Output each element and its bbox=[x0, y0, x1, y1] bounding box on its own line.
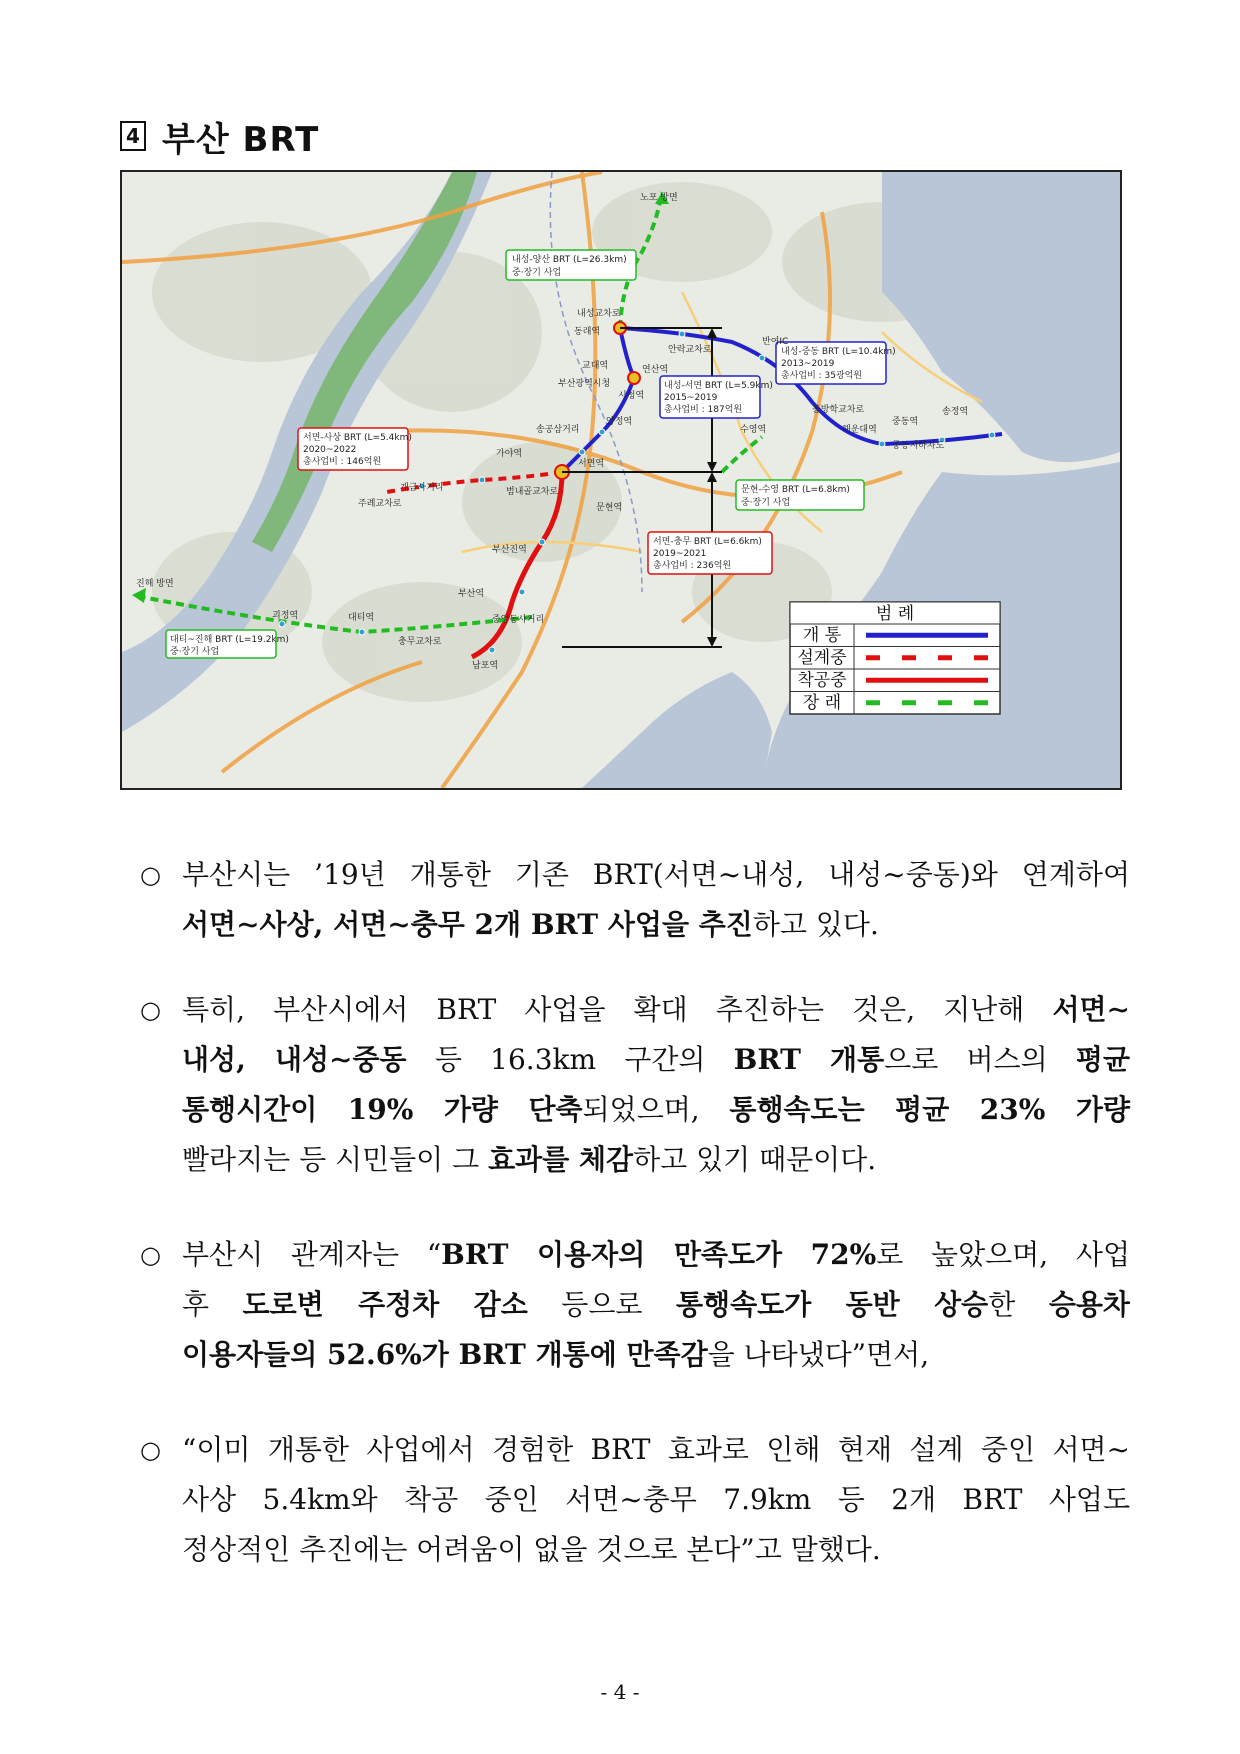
station-banyeo: 반여IC bbox=[762, 337, 789, 347]
paragraph-line bbox=[182, 850, 1130, 900]
station-seomyeon: 서면역 bbox=[578, 459, 605, 469]
callout-north-sub: 중·장기 사업 bbox=[512, 268, 562, 278]
callout-suyeong-sub: 중·장기 사업 bbox=[741, 498, 791, 508]
station-dongbang: 동방학교차로 bbox=[812, 405, 865, 415]
text-run: 후 bbox=[182, 1288, 243, 1321]
bullet-marker: ○ bbox=[140, 861, 161, 889]
callout-suyeong bbox=[736, 480, 864, 510]
paragraph bbox=[140, 1425, 1130, 1575]
callout-jungdong-title: 내성-중동 BRT (L=10.4km) bbox=[781, 347, 896, 357]
paragraph bbox=[140, 985, 1130, 1185]
paragraph-line bbox=[182, 1085, 1130, 1135]
callout-sasang-cost: 총사업비 : 146억원 bbox=[303, 457, 382, 467]
paragraph-line bbox=[182, 900, 1130, 950]
bold-text: 승용차 bbox=[1048, 1288, 1130, 1321]
callout-naeseong-title: 내성-서면 BRT (L=5.9km) bbox=[664, 381, 773, 391]
text-run: 빨라지는 등 시민들이 그 bbox=[182, 1143, 489, 1176]
bold-text: 통행시간이 19% 가량 단축 bbox=[182, 1093, 583, 1126]
bold-text: 효과를 체감 bbox=[488, 1143, 634, 1176]
text-run: 사상 5.4km와 착공 중인 서면∼충무 7.9km 등 2개 BRT 사업도 bbox=[182, 1483, 1130, 1516]
callout-chungmu-cost: 총사업비 : 236억원 bbox=[653, 561, 732, 571]
section-title: 부산 BRT bbox=[162, 119, 320, 160]
legend-label: 개 통 bbox=[802, 625, 842, 646]
text-run: 부산시 관계자는 “ bbox=[182, 1238, 442, 1271]
bold-text: 통행속도는 평균 23% 가량 bbox=[729, 1093, 1130, 1126]
callout-naeseong-cost: 총사업비 : 187억원 bbox=[664, 405, 743, 415]
station-anrak: 안락교차로 bbox=[668, 345, 712, 355]
bold-text: 평균 bbox=[1075, 1043, 1131, 1076]
station-songjeong: 송정역 bbox=[942, 407, 969, 417]
legend-label: 설계중 bbox=[797, 648, 847, 668]
bold-text: BRT 이용자의 만족도가 72% bbox=[441, 1238, 877, 1271]
bold-text: 이용자들의 52.6%가 BRT 개통에 만족감 bbox=[182, 1338, 708, 1371]
callout-chungmu bbox=[648, 532, 772, 574]
paragraph-line bbox=[182, 1330, 1130, 1380]
paragraph-line bbox=[182, 1230, 1130, 1280]
bold-text: 서면∼ bbox=[1052, 993, 1130, 1026]
page-number: - 4 - bbox=[600, 1680, 640, 1704]
paragraph-line bbox=[182, 1525, 1130, 1575]
station-suyeong: 수영역 bbox=[740, 425, 767, 435]
station-gaya: 가야역 bbox=[496, 449, 523, 459]
station-jungdong: 중동역 bbox=[892, 417, 919, 427]
text-run: 을 나타냈다”면서, bbox=[707, 1338, 930, 1371]
station-city-hall: 시청역 bbox=[618, 391, 645, 401]
station-yangjeong: 양정역 bbox=[606, 417, 633, 427]
bold-text: 통행속도가 동반 상승 bbox=[676, 1288, 989, 1321]
bullet-marker: ○ bbox=[140, 1436, 161, 1464]
callout-jinhae bbox=[166, 630, 289, 658]
text-run: 등 16.3km 구간의 bbox=[406, 1043, 734, 1076]
callout-sasang-title: 서면-사상 BRT (L=5.4km) bbox=[303, 433, 412, 443]
station-yeonsan: 연산역 bbox=[642, 365, 669, 375]
station-gaegeum: 개금사거리 bbox=[400, 483, 444, 493]
bold-text: 도로변 주정차 감소 bbox=[242, 1288, 528, 1321]
paragraph bbox=[140, 850, 1130, 950]
callout-naeseong bbox=[660, 376, 773, 418]
station-chungmu-ic: 충무교차로 bbox=[398, 637, 442, 647]
station-daeti: 대티역 bbox=[348, 613, 375, 623]
paragraph bbox=[140, 1230, 1130, 1380]
callout-chungmu-title: 서면-충무 BRT (L=6.6km) bbox=[653, 537, 762, 547]
station-jungsaeng: 중동지하차도 bbox=[892, 441, 945, 451]
text-run: 으로 버스의 bbox=[884, 1043, 1076, 1076]
station-city-hall-stn: 부산광역시청 bbox=[558, 379, 611, 389]
legend-label: 장 래 bbox=[802, 693, 842, 713]
callout-chungmu-years: 2019~2021 bbox=[653, 549, 707, 559]
station-gyodae: 교대역 bbox=[582, 361, 609, 371]
station-jungang: 중앙동사거리 bbox=[492, 615, 545, 625]
text-run: 되었으며, bbox=[582, 1093, 730, 1126]
station-songgong: 송공삼거리 bbox=[536, 425, 580, 435]
legend-label: 착공중 bbox=[797, 670, 847, 691]
map-legend bbox=[790, 602, 1000, 714]
callout-sasang-years: 2020~2022 bbox=[303, 445, 357, 455]
station-haeundae: 해운대역 bbox=[842, 425, 877, 435]
paragraph-line bbox=[182, 1280, 1130, 1330]
callout-jungdong-cost: 총사업비 : 35광억원 bbox=[781, 371, 863, 381]
station-munhyeon: 문현역 bbox=[596, 503, 623, 513]
bold-text: 내성, 내성∼중동 bbox=[182, 1043, 407, 1076]
callout-north-title: 내성-양산 BRT (L=26.3km) bbox=[512, 255, 627, 265]
callout-nojo: 노포 방면 bbox=[640, 193, 678, 203]
text-run: 로 높았으며, 사업 bbox=[876, 1238, 1130, 1271]
callout-jinhae-title: 대티~진해 BRT (L=19.2km) bbox=[170, 635, 289, 645]
bullet-marker: ○ bbox=[140, 1241, 161, 1269]
callout-jungdong bbox=[776, 342, 896, 384]
paragraph-line bbox=[182, 1035, 1130, 1085]
section-number: 4 bbox=[120, 121, 146, 151]
text-run: 정상적인 추진에는 어려움이 없을 것으로 본다”고 말했다. bbox=[182, 1533, 881, 1566]
text-run: 하고 있기 때문이다. bbox=[633, 1143, 877, 1176]
station-dongnae: 동래역 bbox=[574, 327, 601, 337]
text-run: 등으로 bbox=[527, 1288, 676, 1321]
bold-text: BRT 개통 bbox=[733, 1043, 885, 1076]
station-goejeong: 괴정역 bbox=[272, 611, 299, 621]
callout-sasang bbox=[298, 428, 412, 470]
station-beomnae: 범내골교차로 bbox=[506, 487, 559, 497]
paragraph-line bbox=[182, 985, 1130, 1035]
callout-jinhae-sub: 중·장기 사업 bbox=[170, 647, 220, 657]
station-jurye: 주례교차로 bbox=[358, 499, 402, 509]
text-run: “이미 개통한 사업에서 경험한 BRT 효과로 인해 현재 설계 중인 서면∼ bbox=[182, 1433, 1130, 1466]
paragraph-line bbox=[182, 1425, 1130, 1475]
legend-title: 범 례 bbox=[875, 604, 915, 624]
text-run: 특히, 부산시에서 BRT 사업을 확대 추진하는 것은, 지난해 bbox=[182, 993, 1053, 1026]
text-run: 하고 있다. bbox=[752, 908, 879, 941]
station-busanjin: 부산진역 bbox=[492, 545, 527, 555]
bold-text: 서면∼사상, 서면∼충무 2개 BRT 사업을 추진 bbox=[182, 908, 753, 941]
station-nampo: 남포역 bbox=[472, 661, 499, 671]
callout-north bbox=[506, 250, 636, 280]
text-run: 한 bbox=[988, 1288, 1049, 1321]
paragraph-line bbox=[182, 1135, 1130, 1185]
station-naeseong-ic: 내성교차로 bbox=[577, 309, 621, 319]
brt-route-map bbox=[120, 170, 1122, 790]
paragraph-line bbox=[182, 1475, 1130, 1525]
callout-jinhae-dir: 진해 방면 bbox=[136, 579, 174, 589]
text-run: 부산시는 ’19년 개통한 기존 BRT(서면∼내성, 내성∼중동)와 연계하여 bbox=[182, 858, 1130, 891]
callout-suyeong-title: 문현-수영 BRT (L=6.8km) bbox=[741, 485, 850, 495]
station-busan: 부산역 bbox=[458, 589, 485, 599]
callout-jungdong-years: 2013~2019 bbox=[781, 359, 835, 369]
section-heading bbox=[120, 112, 319, 160]
callout-naeseong-years: 2015~2019 bbox=[664, 393, 718, 403]
bullet-marker: ○ bbox=[140, 996, 161, 1024]
